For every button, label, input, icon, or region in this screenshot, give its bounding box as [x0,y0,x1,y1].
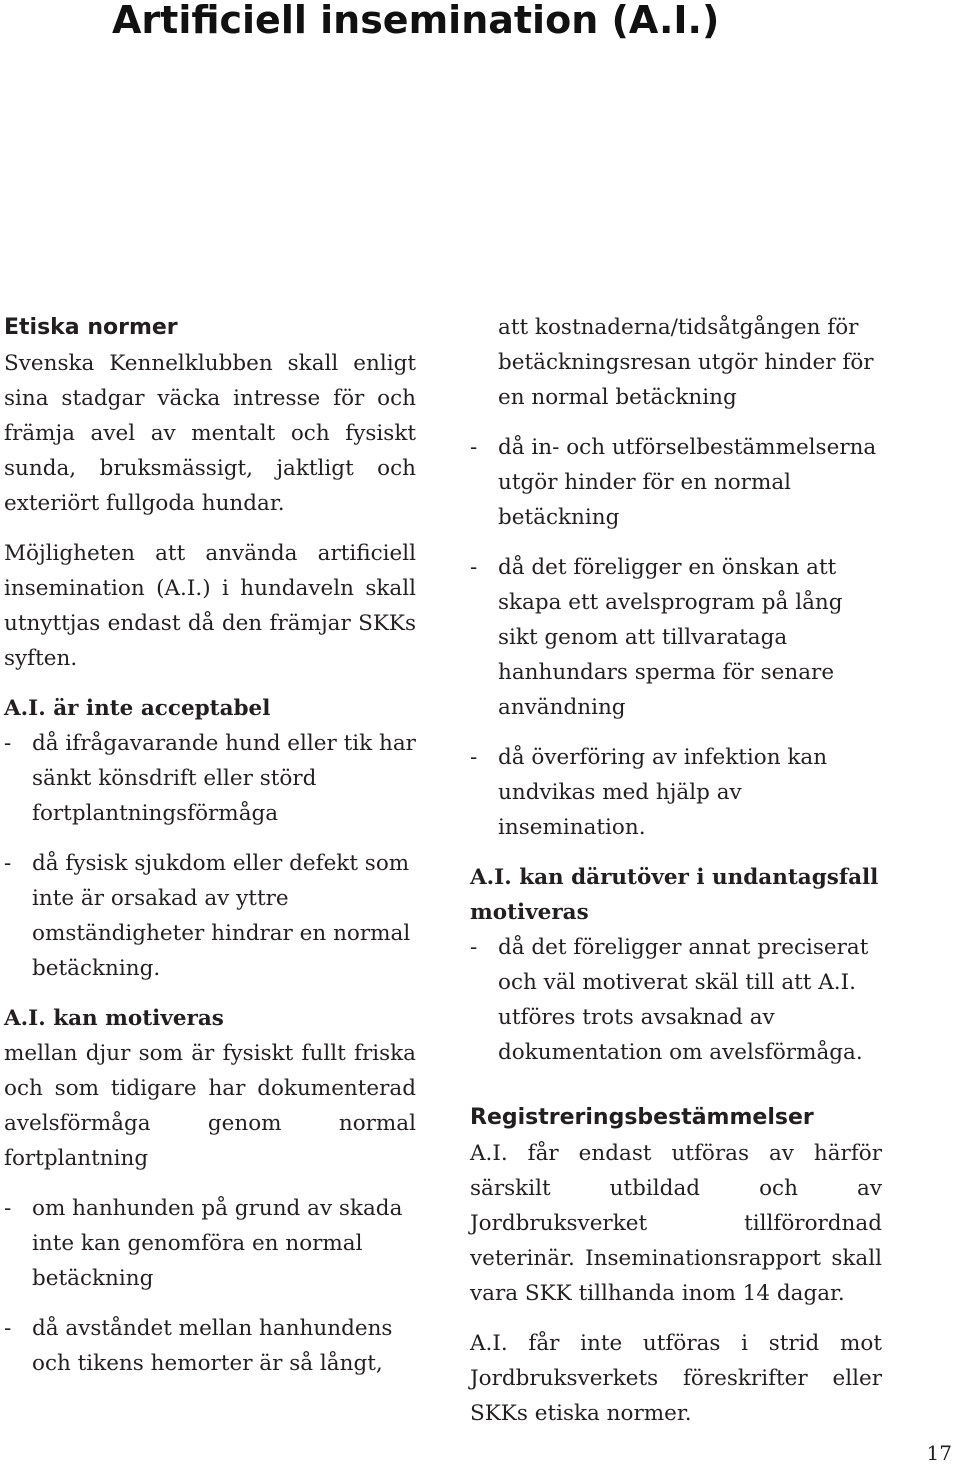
continued-list [470,310,882,845]
list-item-text: då överföring av infektion kan undvikas med hjälp av insemination. [498,745,828,840]
list-item [470,550,882,725]
list-item-text: om hanhunden på grund av skada inte kan genomföra en normal betäckning [32,1196,403,1291]
dash-marker: - [4,731,12,756]
list-item [470,930,882,1070]
undantagsfall-heading: A.I. kan därutöver i undantagsfall motiveras [470,865,879,925]
left-column [4,310,416,1396]
registrering-heading: Registreringsbestämmelser [470,1105,814,1130]
etiska-paragraph-1: Svenska Kennelklubben skall enligt sina stadgar väcka intresse för och främja avel av mentalt och fysiskt sunda, bruksmässigt, jaktligt och exteriört fullgoda hundar. [4,351,416,516]
list-item-text: då in- och utförselbestämmelserna utgör hinder för en normal betäckning [498,435,877,530]
registrering-paragraph-1: A.I. får endast utföras av härför särskilt utbildad och av Jordbruksverket tillförordnad veterinär. Inseminationsrapport skall vara SKK tillhanda inom 14 dagar. [470,1141,882,1306]
list-item-text: då fysisk sjukdom eller defekt som inte är orsakad av yttre omständigheter hindrar en normal betäckning. [32,851,411,981]
list-item-text: då ifrågavarande hund eller tik har sänkt könsdrift eller störd fortplantningsförmåga [32,731,416,826]
inte-acceptabel-list [4,726,416,986]
kan-motiveras-heading: A.I. kan motiveras [4,1006,224,1031]
list-item [4,846,416,986]
list-item-text: då det föreligger en önskan att skapa ett avelsprogram på lång sikt genom att tillvaratagа hanhundars sperma för senare användning [498,555,843,720]
dash-marker: - [470,745,478,770]
list-item [470,740,882,845]
list-item-text: då det föreligger annat preciserat och väl motiverat skäl till att A.I. utföres trots avsaknad av dokumentation om avelsförmåga. [498,935,869,1065]
list-item [4,1191,416,1296]
list-item [4,726,416,831]
etiska-paragraph-2: Möjligheten att använda artificiell insemination (A.I.) i hundaveln skall utnyttjas endast då den främjar SKKs syften. [4,541,416,671]
list-item-text: att kostnaderna/tidsåtgången för betäckningsresan utgör hinder för en normal betäckning [498,315,874,410]
undantagsfall-list [470,930,882,1070]
list-item-continuation [470,310,882,415]
dash-marker: - [470,435,478,460]
inte-acceptabel-heading: A.I. är inte acceptabel [4,696,271,721]
dash-marker: - [470,935,478,960]
kan-motiveras-list [4,1191,416,1381]
dash-marker: - [4,1316,12,1341]
page-number: 17 [926,1441,952,1465]
dash-marker: - [4,851,12,876]
etiska-normer-heading: Etiska normer [4,315,178,340]
list-item-text: då avståndet mellan hanhundens och tikens hemorter är så långt, [32,1316,393,1376]
page-title: Artificiell insemination (A.I.) [112,0,720,42]
right-column [470,310,882,1446]
kan-motiveras-intro: mellan djur som är fysiskt fullt friska och som tidigare har dokumenterad avelsförmåga genom normal fortplantning [4,1041,416,1171]
dash-marker: - [4,1196,12,1221]
list-item [4,1311,416,1381]
dash-marker: - [470,555,478,580]
list-item [470,430,882,535]
registrering-paragraph-2: A.I. får inte utföras i strid mot Jordbruksverkets föreskrifter eller SKKs etiska normer. [470,1331,882,1426]
